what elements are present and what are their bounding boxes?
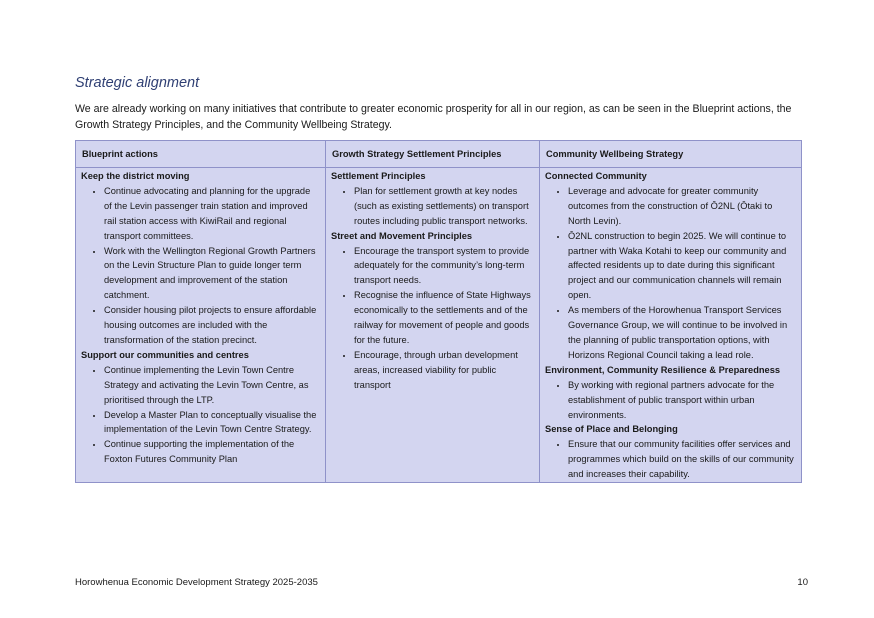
bullet-list [331,244,534,393]
bullet-list [81,184,320,348]
table-header-row [76,141,802,168]
header-growth-strategy: Growth Strategy Settlement Principles [326,141,540,168]
footer-page-number: 10 [797,577,808,588]
strategic-alignment-table [75,140,802,483]
bullet-list [81,363,320,467]
section-heading: Strategic alignment [75,75,200,91]
list-item: • Recognise the influence of State Highways economically to the settlements and of the railway for movement of people and goods for the future. [354,288,534,348]
subheading-support-communities: Support our communities and centres [81,349,249,360]
list-item: • Work with the Wellington Regional Growth Partners on the Levin Structure Plan to guide longer term development and improvement of the station catchment. [104,244,320,304]
list-item: • Plan for settlement growth at key nodes (such as existing settlements) on transport routes including public transport networks. [354,184,534,229]
footer-document-title: Horowhenua Economic Development Strategy 2025-2035 [75,577,318,588]
list-item: • By working with regional partners advocate for the establishment of public transport within urban environments. [568,378,796,423]
header-blueprint-actions: Blueprint actions [76,141,326,168]
growth-strategy-cell [326,168,540,483]
header-community-wellbeing: Community Wellbeing Strategy [540,141,802,168]
subheading-keep-district-moving: Keep the district moving [81,171,190,181]
bullet-list [545,378,796,423]
blueprint-actions-cell [76,168,326,483]
subheading-environment-resilience: Environment, Community Resilience & Preparedness [545,364,781,375]
list-item: • Consider housing pilot projects to ensure affordable housing outcomes are included with the transformation of the station precinct. [104,303,320,348]
subheading-settlement-principles: Settlement Principles [331,171,426,181]
bullet-list [545,184,796,363]
list-item: • Encourage the transport system to provide adequately for the community’s long-term transport needs. [354,244,534,289]
subheading-sense-of-place: Sense of Place and Belonging [545,424,678,435]
list-item: • As members of the Horowhenua Transport Services Governance Group, we will continue to be involved in the planning of public transportation options, with Horizons Regional Council taking a lead role. [568,303,796,363]
list-item: • Encourage, through urban development areas, increased viability for public transport [354,348,534,393]
subheading-connected-community: Connected Community [545,171,647,181]
community-wellbeing-cell [540,168,802,483]
subheading-street-movement: Street and Movement Principles [331,230,473,241]
list-item: • Continue supporting the implementation of the Foxton Futures Community Plan [104,437,320,467]
table-row [76,168,802,483]
intro-paragraph: We are already working on many initiatives that contribute to greater economic prosperity for all in our region, as can be seen in the Blueprint actions, the Growth Strategy Principles, and the Community Wellbeing Strategy. [75,103,792,131]
list-item: • Continue advocating and planning for the upgrade of the Levin passenger train station and improved rail station access with KiwiRail and regional transport committees. [104,184,320,244]
list-item: • Develop a Master Plan to conceptually visualise the implementation of the Levin Town Centre Strategy. [104,408,320,438]
list-item: • Continue implementing the Levin Town Centre Strategy and activating the Levin Town Centre, as prioritised through the LTP. [104,363,320,408]
bullet-list [545,437,796,482]
bullet-list [331,184,534,229]
list-item: • Ensure that our community facilities offer services and programmes which build on the skills of our community and increases their capability. [568,437,796,482]
list-item: • Ō2NL construction to begin 2025. We will continue to partner with Waka Kotahi to keep our community and affected residents up to date during this significant project and our communication channels will remain open. [568,229,796,304]
list-item: • Leverage and advocate for greater community outcomes from the construction of Ō2NL (Ōtaki to North Levin). [568,184,796,229]
